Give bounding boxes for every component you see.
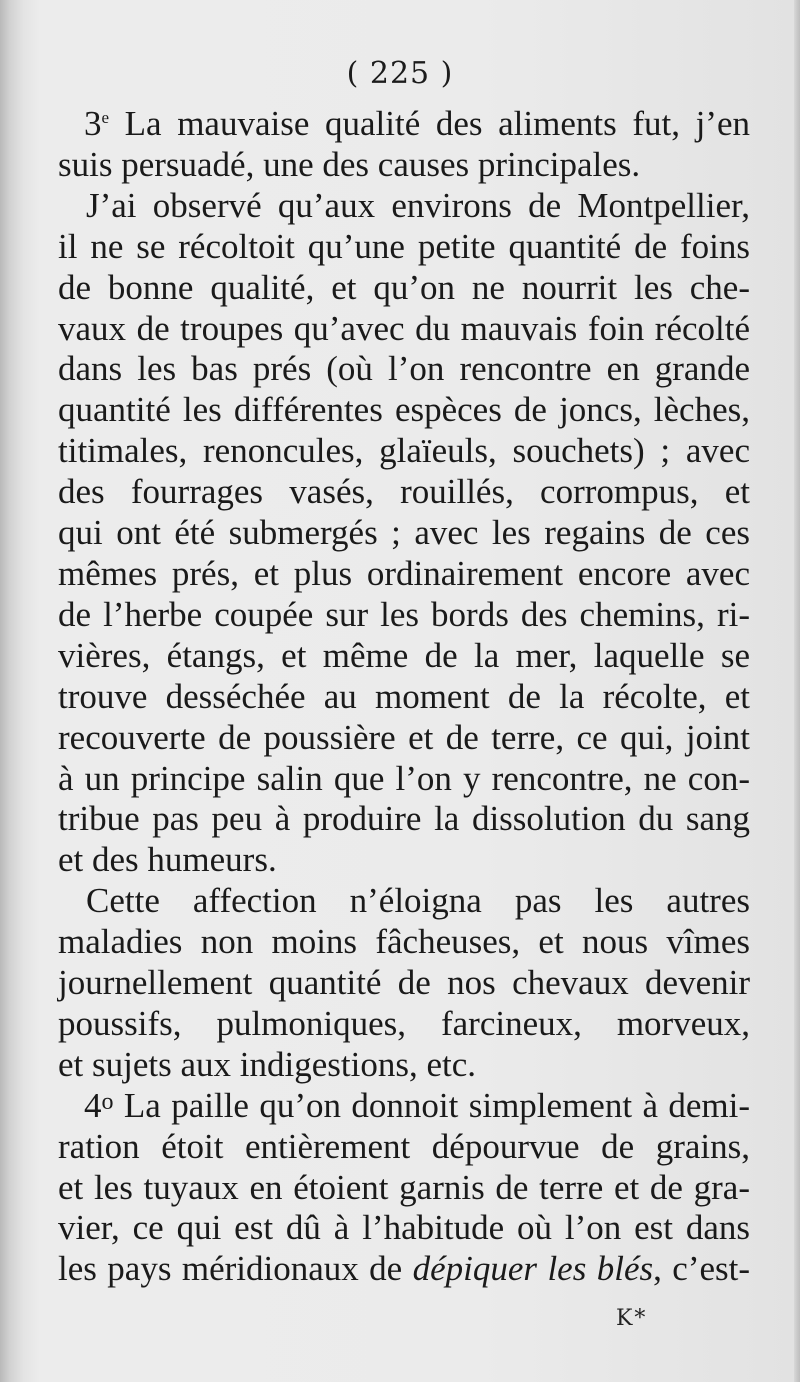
text-line-28: vier, ce qui est dû à l’habitude où l’on est dans <box>58 1208 750 1248</box>
text-line-9: titimales, renoncules, glaïeuls, souchets) ; avec <box>58 431 750 471</box>
text-line-21: maladies non moins fâcheuses, et nous vîmes <box>58 922 750 962</box>
text-line-24: et sujets aux indigestions, etc. <box>58 1044 476 1084</box>
text-line-17: à un principe salin que l’on y rencontre, ne con- <box>58 758 750 798</box>
text-line-13: de l’herbe coupée sur les bords des chemins, ri- <box>58 594 750 634</box>
text-line-6: vaux de troupes qu’avec du mauvais foin récolté <box>58 308 750 348</box>
italic-phrase: dépiquer les blés <box>412 1249 654 1289</box>
text-line-22: journellement quantité de nos chevaux devenir <box>58 963 750 1003</box>
text-line-18: tribue pas peu à produire la dissolution du sang <box>58 799 750 839</box>
text-line-26: ration étoit entièrement dépourvue de grains, <box>58 1126 750 1166</box>
text-line-27: et les tuyaux en étoient garnis de terre et de gra- <box>58 1167 750 1207</box>
text-line-15: trouve desséchée au moment de la récolte, et <box>58 676 750 716</box>
text-line-12: mêmes prés, et plus ordinairement encore avec <box>58 553 750 593</box>
text-line-29: les pays méridionaux de dépiquer les blés, c’est- <box>58 1249 751 1289</box>
item-number-4: 4 <box>84 1085 102 1125</box>
text-line-8: quantité les différentes espèces de joncs, lèches, <box>58 390 750 430</box>
text-line-10: des fourrages vasés, rouillés, corrompus, et <box>58 472 750 512</box>
text-line-16: recouverte de poussière et de terre, ce qui, joint <box>58 717 750 757</box>
text-line-7: dans les bas prés (où l’on rencontre en grande <box>58 349 750 389</box>
text-line-5: de bonne qualité, et qu’on ne nourrit les che- <box>58 267 750 307</box>
text-line-20: Cette affection n’éloigna pas les autres <box>86 881 750 921</box>
item-number-4-suffix: o <box>101 1088 114 1115</box>
text-line-3: J’ai observé qu’aux environs de Montpellier, <box>86 185 750 225</box>
body-text <box>58 104 750 1290</box>
text-line-14: vières, étangs, et même de la mer, laquelle se <box>58 635 750 675</box>
text-line-2: suis persuadé, une des causes principales. <box>58 144 641 184</box>
text-line-25: 4$^o$ La paille qu’on donnoit simplement à demi- <box>84 1085 751 1125</box>
text-line-23: poussifs, pulmoniques, farcineux, morveux, <box>58 1003 750 1043</box>
page-number-header: ( 225 ) <box>346 56 454 91</box>
item-number-3-suffix: e <box>101 108 110 127</box>
printer-signature-mark: K* <box>616 1306 648 1331</box>
text-line-19: et des humeurs. <box>58 840 277 880</box>
item-number-3: 3 <box>84 104 102 143</box>
text-line-11: qui ont été submergés ; avec les regains de ces <box>58 513 750 553</box>
text-line-1: 3e La mauvaise qualité des aliments fut, j’en <box>84 104 750 143</box>
text-line-4: il ne se récoltoit qu’une petite quantité de foins <box>58 226 750 266</box>
page-edge-shadow <box>794 0 800 1382</box>
